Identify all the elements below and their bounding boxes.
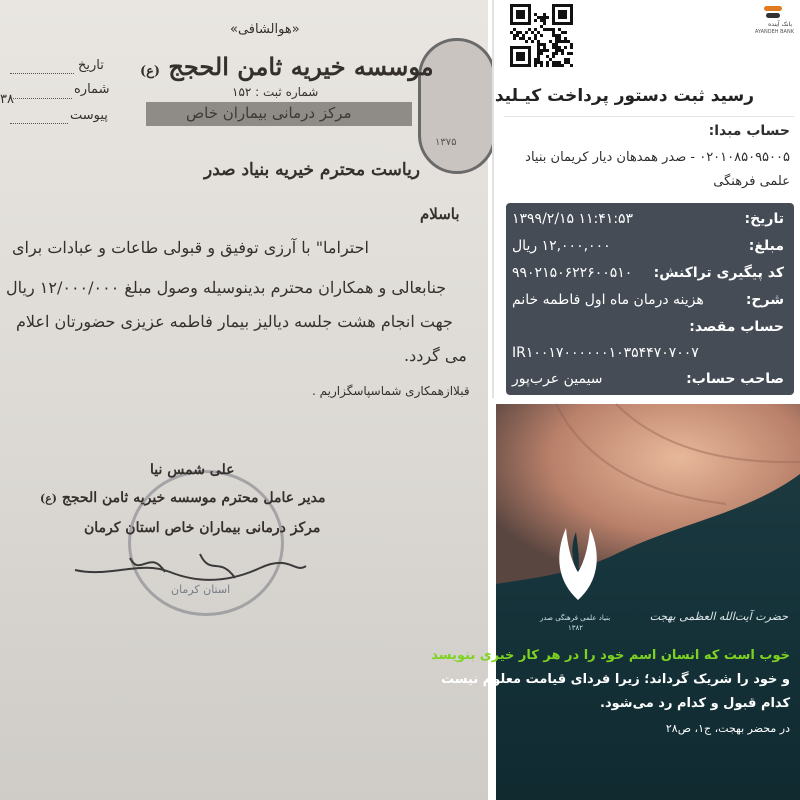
description-value: هزینه درمان ماه اول فاطمه خانم [512,292,704,308]
organization-title [140,52,434,81]
field-number-value: ۳۸ [0,92,14,107]
center-banner [146,102,412,126]
organization-title-text: موسسه خیریه ثامن الحجج [168,52,434,81]
letter-body-line: جهت انجام هشت جلسه دیالیز بیمار فاطمه عزیزی حضورتان اعلام [16,312,453,331]
logo-caption: بنیاد علمی فرهنگی صدر [540,614,611,622]
receipt-divider [504,116,794,117]
description-label: شرح: [745,292,784,308]
registration-number: شماره ثبت : ۱۵۲ [232,85,319,99]
bank-name-en: AYANDEH BANK [754,29,794,35]
letter-addressee: ریاست محترم خیریه بنیاد صدر [204,160,421,180]
signer-title-text: مدیر عامل محترم موسسه خیریه ثامن الحجج [61,490,326,506]
quote-card [431,404,800,800]
letter-closing: قبلاازهمکاری شماسپاسگزاریم . [312,384,470,398]
letter-body-line: جنابعالی و همکاران محترم بدینوسیله وصول مبلغ ۱۲/۰۰۰/۰۰۰ ریال [6,278,447,297]
amount-label: مبلغ: [748,238,784,254]
date-label: تاریخ: [744,211,784,227]
tracking-code-value: ۹۹۰۲۱۵۰۶۲۲۶۰۰۵۱۰ [512,265,633,281]
center-banner-text: مرکز درمانی بیماران خاص [186,104,352,122]
signer-title-sign: (ع) [40,492,57,505]
handwritten-signature [70,548,310,588]
quote-source: در محضر بهجت، ج۱، ص۲۸ [665,722,790,735]
signer-title [40,490,326,506]
field-date-label: تاریخ [78,58,104,73]
account-owner-label: صاحب حساب: [686,371,784,387]
letter-invocation: «هوالشافی» [230,22,300,37]
amount-value: ۱۲,۰۰۰,۰۰۰ ریال [512,238,611,254]
signer-org: مرکز درمانی بیماران خاص استان کرمان [84,520,321,536]
field-date-line [10,73,74,74]
quote-line: و خود را شریک گرداند؛ زیرا فردای قیامت معلوم نیست [441,672,790,687]
bank-logo [750,4,794,36]
account-owner-value: سیمین عرب‌پور [512,371,603,387]
field-attach-line [10,123,68,124]
letter-body-line: می گردد. [404,346,467,365]
destination-account-label: حساب مقصد: [689,319,784,335]
calligraphy-title: حضرت آیت‌الله العظمی بهجت [649,610,788,623]
signer-name: علی شمس نیا [150,462,235,478]
seal-year: ۱۳۷۵ [435,137,457,148]
bank-logo-icon [764,4,782,20]
field-number-line [10,98,72,99]
field-attach-label: پیوست [70,108,108,123]
quote-line: خوب است که انسان اسم خود را در هر کار خیری بنویسد [431,648,790,663]
source-account-value-cont: علمی فرهنگی [713,174,790,189]
logo-year: ۱۳۸۲ [568,624,584,632]
bank-receipt [492,0,800,398]
field-number-label: شماره [74,82,110,97]
receipt-title: رسید ثبت دستور پرداخت کیـلید [494,86,754,106]
source-account-label: حساب مبدا: [708,123,790,139]
tracking-code-label: کد پیگیری تراکنش: [653,265,784,281]
destination-account-value: IR۱۰۰۱۷۰۰۰۰۰۰۱۰۳۵۴۴۷۰۷۰۰۷ [512,345,699,361]
quote-line: کدام قبول و کدام رد می‌شود. [600,696,790,711]
transaction-details [506,203,794,395]
letter-greeting: باسلام [420,205,460,223]
foundation-logo-icon [548,522,608,602]
stamp-text: استان کرمان [171,583,231,596]
bank-name: بانک آینده [768,21,792,28]
hand-image [496,404,800,594]
organization-title-sign: (ع) [140,64,161,79]
qr-code-icon [510,4,574,76]
letter-body-line: احتراما" با آرزی توفیق و قبولی طاعات و عبادات برای [12,238,369,257]
source-account-value: ۰۲۰۱۰۸۵۰۹۵۰۰۵ - صدر همدهان دیار کریمان بنیاد [525,150,790,165]
date-value: ۱۳۹۹/۲/۱۵ ۱۱:۴۱:۵۳ [512,211,634,227]
